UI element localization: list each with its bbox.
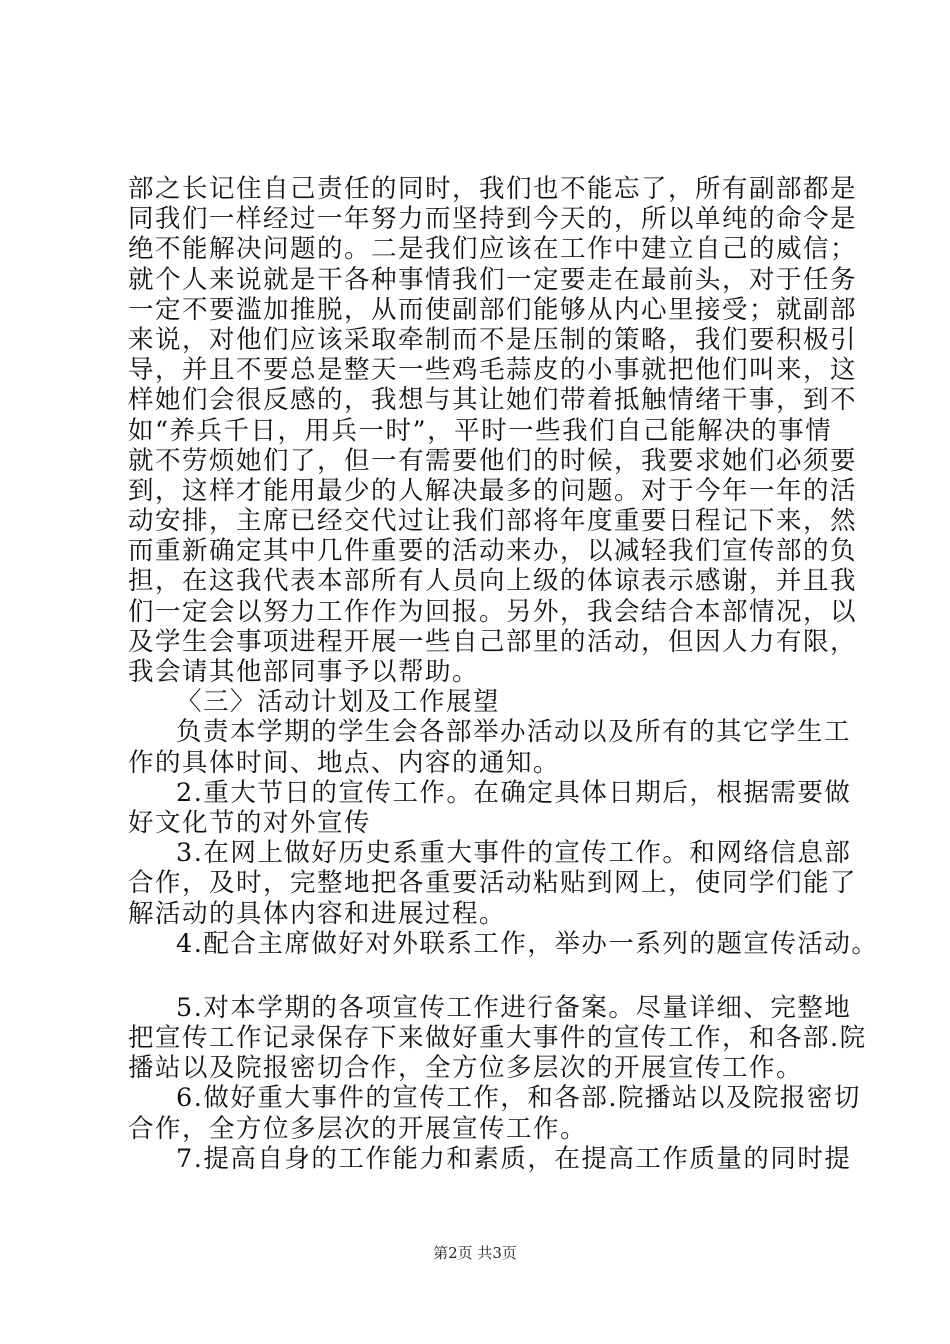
- body-line: 就个人来说就是干各种事情我们一定要走在最前头，对于任务: [128, 264, 858, 295]
- body-line: 导，并且不要总是整天一些鸡毛蒜皮的小事就把他们叫来，这: [128, 355, 858, 386]
- plan-item-intro: 负责本学期的学生会各部举办活动以及所有的其它学生工: [176, 717, 852, 748]
- plan-item-6-cont: 合作，全方位多层次的开展宣传工作。: [128, 1113, 588, 1144]
- body-line: 绝不能解决问题的。二是我们应该在工作中建立自己的威信；: [128, 234, 858, 265]
- plan-item-4: 4.配合主席做好对外联系工作，举办一系列的题宣传活动。: [176, 928, 879, 959]
- body-line: 我会请其他部同事予以帮助。: [128, 657, 480, 687]
- page-footer: 第2页 共3页: [433, 1244, 517, 1262]
- plan-item-2-cont: 好文化节的对外宣传: [128, 807, 372, 838]
- plan-item-5-cont: 把宣传工作记录保存下来做好重大事件的宣传工作，和各部.院: [128, 1023, 867, 1054]
- body-line: 同我们一样经过一年努力而坚持到今天的，所以单纯的命令是: [128, 204, 858, 235]
- document-body: [128, 174, 879, 1174]
- body-line: 担，在这我代表本部所有人员向上级的体谅表示感谢，并且我: [128, 566, 858, 597]
- body-line: 及学生会事项进程开展一些自己部里的活动，但因人力有限，: [128, 626, 858, 657]
- body-line: 部之长记住自己责任的同时，我们也不能忘了，所有副部都是: [128, 174, 858, 204]
- plan-item-3-cont: 合作，及时，完整地把各重要活动粘贴到网上，使同学们能了: [128, 868, 858, 899]
- body-line: 而重新确定其中几件重要的活动来办，以减轻我们宣传部的负: [128, 536, 858, 567]
- plan-item-3: 3.在网上做好历史系重大事件的宣传工作。和网络信息部: [176, 838, 852, 869]
- body-line: 一定不要滥加推脱，从而使副部们能够从内心里接受；就副部: [128, 294, 858, 325]
- plan-item-3-cont: 解活动的具体内容和进展过程。: [128, 898, 507, 929]
- plan-item-6: 6.做好重大事件的宣传工作，和各部.院播站以及院报密切: [176, 1083, 861, 1114]
- body-line: 就不劳烦她们了，但一有需要他们的时候，我要求她们必须要: [128, 445, 858, 476]
- paragraph-gap: [128, 959, 838, 993]
- plan-item-5: 5.对本学期的各项宣传工作进行备案。尽量详细、完整地: [176, 992, 852, 1023]
- plan-item-intro-cont: 作的具体时间、地点、内容的通知。: [128, 747, 561, 778]
- plan-item-2: 2.重大节日的宣传工作。在确定具体日期后，根据需要做: [176, 777, 852, 808]
- body-line: 来说，对他们应该采取牵制而不是压制的策略，我们要积极引: [128, 324, 858, 355]
- body-line: 动安排，主席已经交代过让我们部将年度重要日程记下来，然: [128, 506, 858, 537]
- plan-item-7: 7.提高自身的工作能力和素质，在提高工作质量的同时提: [176, 1143, 852, 1174]
- section-heading: 〈三〉活动计划及工作展望: [176, 687, 501, 718]
- body-line: 们一定会以努力工作作为回报。另外，我会结合本部情况，以: [128, 596, 858, 627]
- body-line: 样她们会很反感的，我想与其让她们带着抵触情绪干事，到不: [128, 385, 858, 416]
- body-line: 到，这样才能用最少的人解决最多的问题。对于今年一年的活: [128, 475, 858, 506]
- plan-item-5-cont: 播站以及院报密切合作，全方位多层次的开展宣传工作。: [128, 1053, 804, 1084]
- body-line: 如“养兵千日，用兵一时”，平时一些我们自己能解决的事情: [128, 415, 833, 446]
